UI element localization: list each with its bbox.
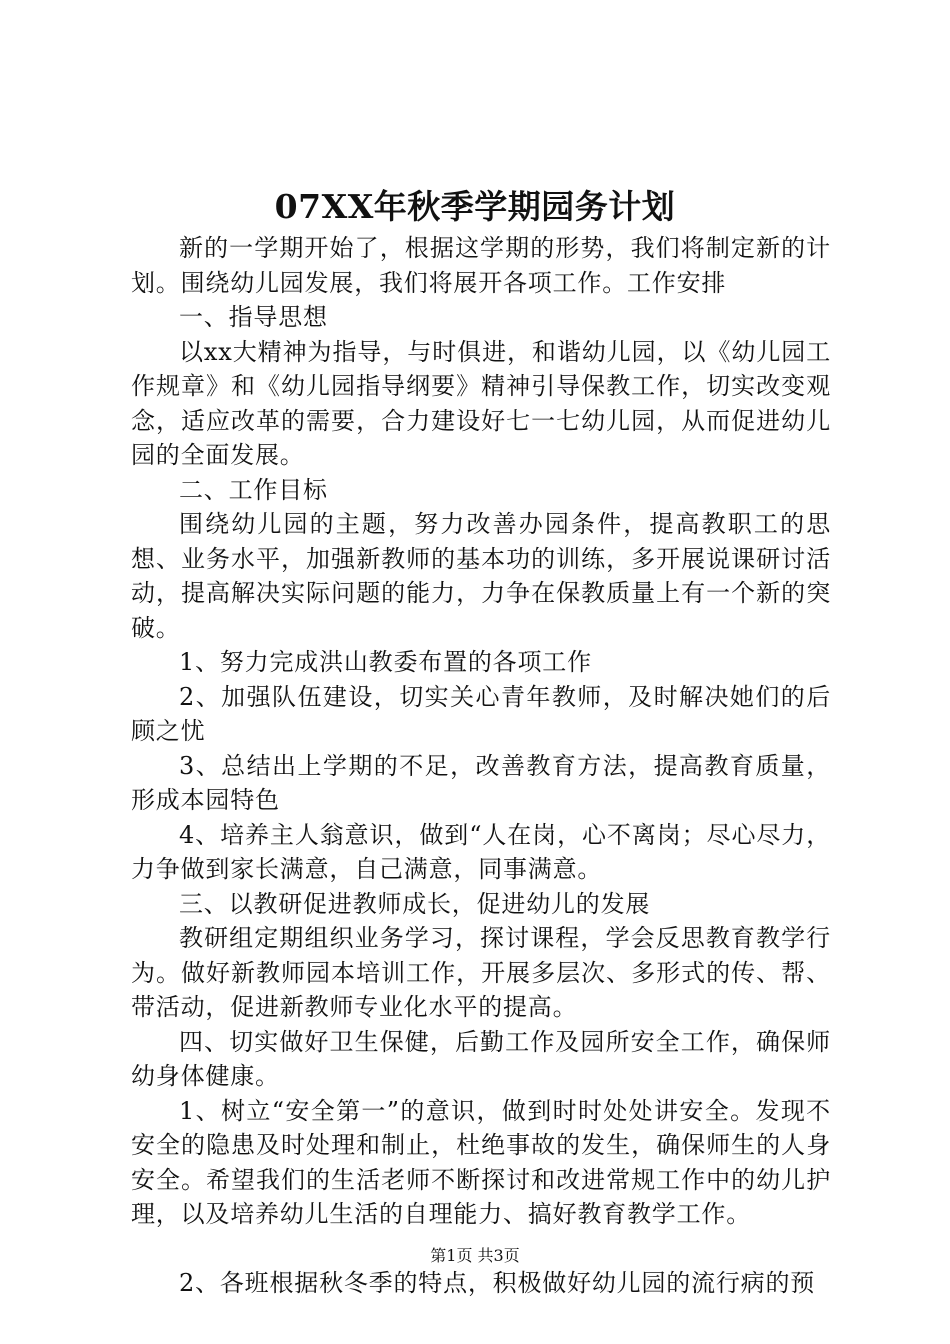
goal-item-2: 2、加强队伍建设，切实关心青年教师，及时解决她们的后顾之忧 bbox=[131, 682, 831, 745]
safety-item-2: 2、各班根据秋冬季的特点，积极做好幼儿园的流行病的预 bbox=[179, 1268, 816, 1297]
goal-item-4: 4、培养主人翁意识，做到“人在岗，心不离岗；尽心尽力，力争做到家长满意，自己满意，同事满意。 bbox=[131, 820, 831, 883]
safety-item-1: 1、树立“安全第一”的意识，做到时时处处讲安全。发现不安全的隐患及时处理和制止，杜绝事故的发生，确保师生的人身安全。希望我们的生活老师不断探讨和改进常规工作中的幼儿护理，以及培养幼儿生活的自理能力、搞好教育教学工作。 bbox=[131, 1096, 831, 1228]
heading-teaching-research: 三、以教研促进教师成长，促进幼儿的发展 bbox=[179, 889, 651, 918]
goal-item-1: 1、努力完成洪山教委布置的各项工作 bbox=[179, 648, 592, 676]
goal-item-3: 3、总结出上学期的不足，改善教育方法，提高教育质量，形成本园特色 bbox=[131, 751, 831, 814]
paragraph-teaching-research: 教研组定期组织业务学习，探讨课程，学会反思教育教学行为。做好新教师园本培训工作，开展多层次、多形式的传、帮、带活动，促进新教师专业化水平的提高。 bbox=[131, 924, 831, 1021]
heading-health-safety: 四、切实做好卫生保健，后勤工作及园所安全工作，确保师幼身体健康。 bbox=[131, 1027, 831, 1090]
heading-guiding-thought: 一、指导思想 bbox=[179, 303, 328, 331]
document-title: 07XX年秋季学期园务计划 bbox=[274, 187, 676, 226]
document-body bbox=[131, 231, 831, 1300]
heading-work-goals: 二、工作目标 bbox=[179, 475, 328, 504]
paragraph-guiding-thought: 以xx大精神为指导，与时俱进，和谐幼儿园，以《幼儿园工作规章》和《幼儿园指导纲要》精神引导保教工作，切实改变观念，适应改革的需要，合力建设好七一七幼儿园，从而促进幼儿园的全面发展。 bbox=[131, 337, 831, 469]
page-footer: 第1页 共3页 bbox=[430, 1246, 520, 1265]
paragraph-intro: 新的一学期开始了，根据这学期的形势，我们将制定新的计划。围绕幼儿园发展，我们将展开各项工作。工作安排 bbox=[131, 234, 831, 297]
paragraph-work-goals: 围绕幼儿园的主题，努力改善办园条件，提高教职工的思想、业务水平，加强新教师的基本功的训练，多开展说课研讨活动，提高解决实际问题的能力，力争在保教质量上有一个新的突破。 bbox=[131, 510, 831, 642]
